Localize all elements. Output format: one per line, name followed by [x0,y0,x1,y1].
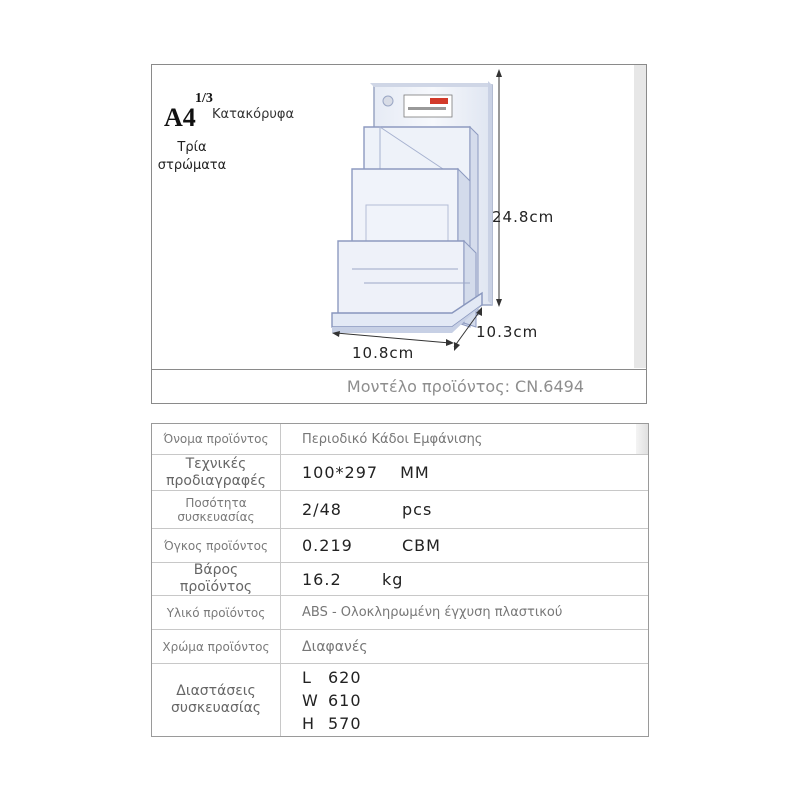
material-value: ABS - Ολοκληρωμένη έγχυση πλαστικού [302,605,563,620]
orientation-label: Κατακόρυφα [212,107,295,122]
spec-value-unit: MM [400,463,430,482]
model-number: Μοντέλο προϊόντος: CN.6494 [346,377,584,396]
spec-table [151,423,649,737]
layers-line2: στρώματα [157,158,227,173]
pack-qty-number: 2/48 [302,500,342,519]
volume-label: Όγκος προϊόντος [152,529,281,562]
table-row-color [152,630,648,664]
pack-dims-label: Διαστάσεις συσκευασίας [152,664,281,736]
material-label: Υλικό προϊόντος [152,596,281,629]
weight-unit: kg [382,569,404,589]
brochure-holder-illustration [152,65,646,368]
color-label: Χρώμα προϊόντος [152,630,281,663]
table-row-spec [152,455,648,491]
pack-dim-h [302,710,362,736]
model-number-bar [152,369,646,403]
layers-line1: Τρία [177,140,207,155]
pack-dim-l-key: L [302,667,312,687]
pack-dim-w-key: W [302,690,319,710]
spec-label: Τεχνικές προδιαγραφές [152,455,281,490]
table-row-pack-dims [152,664,648,736]
name-value: Περιοδικό Κάδοι Εμφάνισης [302,431,483,447]
pack-qty-label: Ποσότητα συσκευασίας [152,491,281,528]
width-dimension: 10.8cm [352,344,415,362]
spec-value [302,455,430,490]
table-row-weight [152,563,648,596]
color-value: Διαφανές [302,638,368,655]
weight-label: Βάρος προϊόντος [152,563,281,595]
pack-qty-unit: pcs [402,500,433,519]
spec-value-number: 100*297 [302,463,379,482]
depth-dimension: 10.3cm [476,323,539,341]
pack-dim-w-value: 610 [328,690,362,710]
table-row-pack-qty [152,491,648,529]
product-image-panel [151,64,647,404]
table-row-volume [152,529,648,563]
pack-dim-h-value: 570 [328,713,362,733]
pack-qty-value [302,491,432,528]
volume-unit: CBM [402,536,441,555]
pack-dim-l-value: 620 [328,667,362,687]
height-dimension: 24.8cm [492,208,555,226]
table-row-material [152,596,648,630]
weight-number: 16.2 [302,569,342,589]
fraction-label: 1/3 [195,91,213,106]
table-row-name [152,424,648,455]
volume-value [302,529,441,562]
name-label: Όνομα προϊόντος [152,424,281,454]
product-photo [152,65,646,368]
volume-number: 0.219 [302,536,353,555]
pack-dim-h-key: H [302,713,316,733]
weight-value [302,563,403,595]
size-label: A4 [164,103,196,132]
